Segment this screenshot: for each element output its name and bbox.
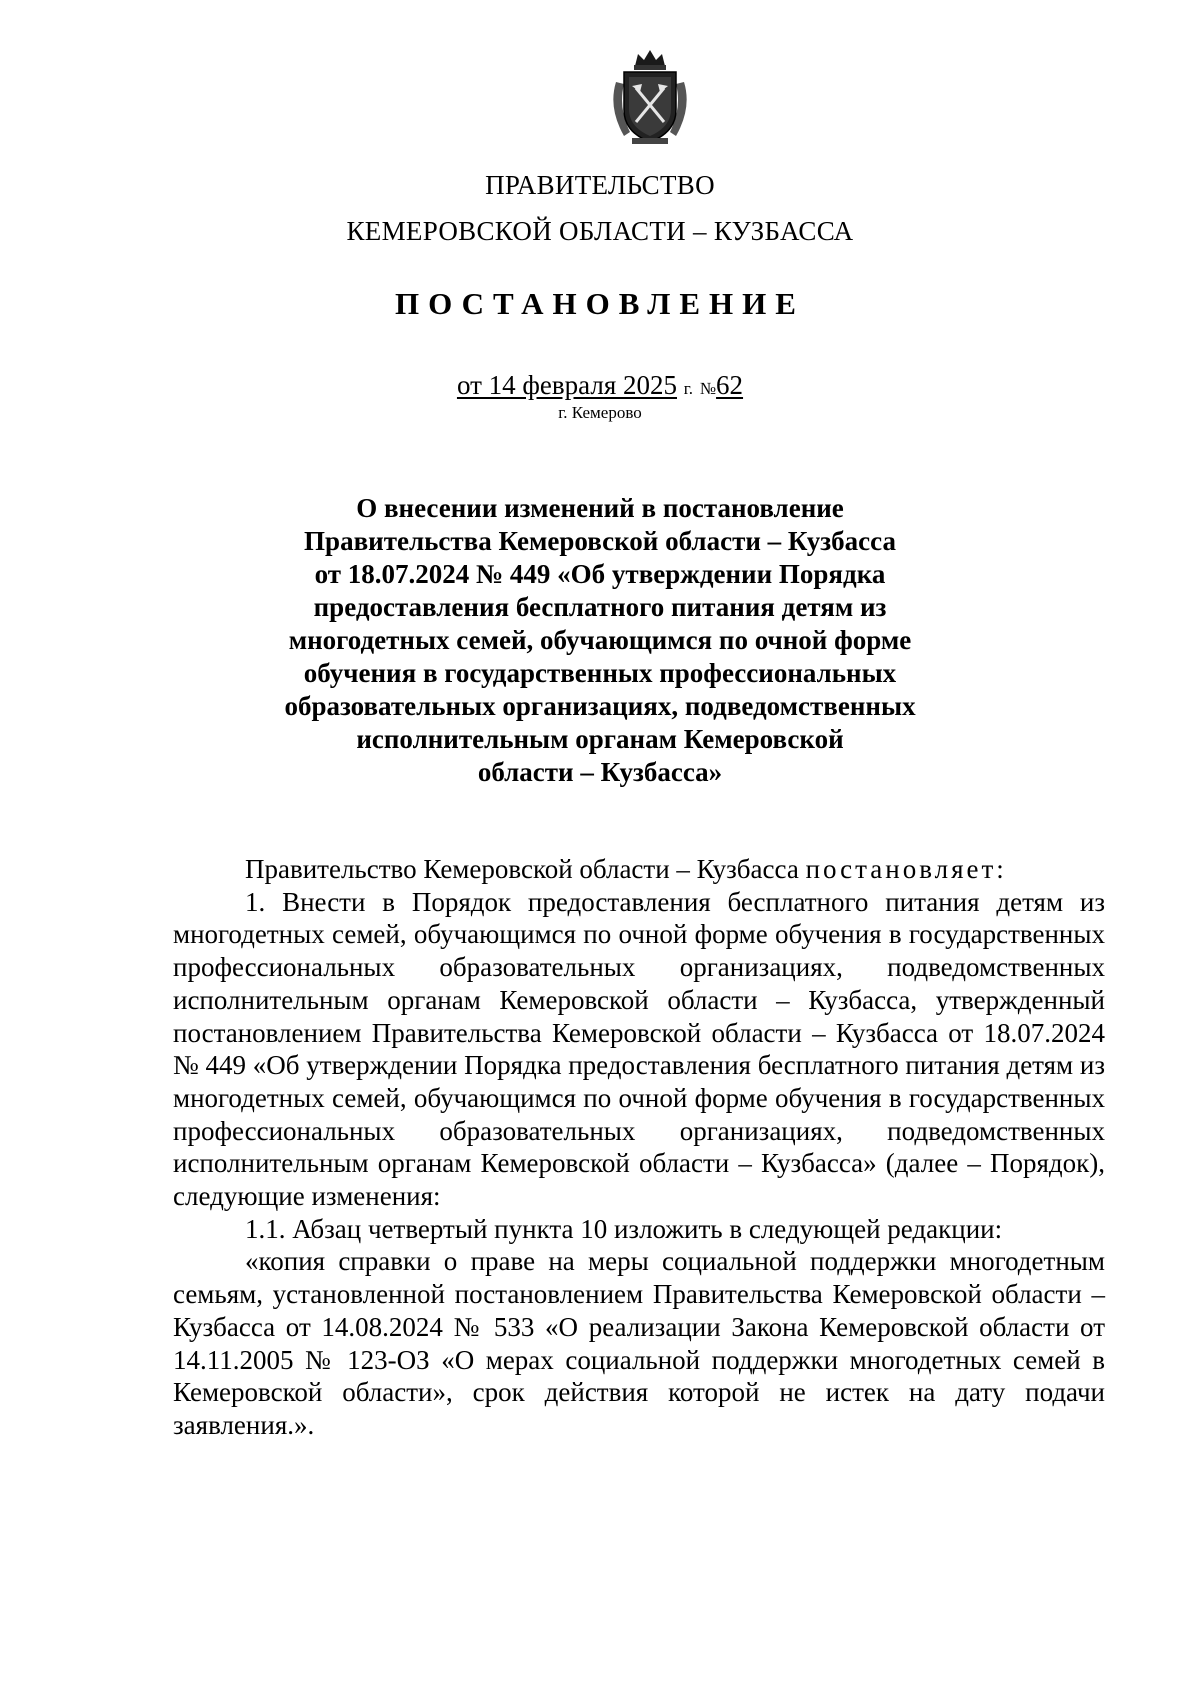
title-line: исполнительным органам Кемеровской	[356, 724, 844, 754]
document-type-heading: ПОСТАНОВЛЕНИЕ	[395, 286, 805, 321]
government-name-line1: ПРАВИТЕЛЬСТВО	[485, 170, 715, 200]
title-line: О внесении изменений в постановление	[356, 493, 844, 523]
preamble-text: Правительство Кемеровской области – Кузбасса	[245, 854, 799, 884]
document-title	[200, 492, 1000, 789]
document-date: от 14 февраля 2025	[456, 370, 677, 400]
government-name-line2: КЕМЕРОВСКОЙ ОБЛАСТИ – КУЗБАССА	[346, 216, 854, 246]
date-number-line	[0, 370, 1200, 401]
document-body	[173, 853, 1105, 1442]
document-place: г. Кемерово	[558, 403, 642, 422]
item-1-1-paragraph: 1.1. Абзац четвертый пункта 10 изложить в следующей редакции:	[245, 1213, 1003, 1244]
title-line: Правительства Кемеровской области – Кузбасса	[304, 526, 896, 556]
number-label: №	[699, 379, 717, 398]
title-line: многодетных семей, обучающимся по очной форме	[288, 625, 912, 655]
title-line: области – Кузбасса»	[477, 757, 723, 787]
title-line: предоставления бесплатного питания детям из	[313, 592, 887, 622]
coat-of-arms-emblem	[602, 48, 698, 148]
preamble-verb: постановляет:	[805, 854, 1007, 884]
preamble-paragraph	[173, 853, 1105, 886]
title-line: обучения в государственных профессиональных	[303, 658, 897, 688]
title-line: от 18.07.2024 № 449 «Об утверждении Порядка	[314, 559, 886, 589]
title-line: образовательных организациях, подведомственных	[284, 691, 916, 721]
item-1-paragraph: 1. Внести в Порядок предоставления бесплатного питания детям из многодетных семей, обучающимся по очной форме обучения в государственных профессиональных образовательных организациях, подведомственных исполнительным органам Кемеровской области – Кузбасса, утвержденный постановлением Правительства Кемеровской области – Кузбасса от 18.07.2024 № 449 «Об утверждении Порядка предоставления бесплатного питания детям из многодетных семей, обучающимся по очной форме обучения в государственных профессиональных образовательных организациях, подведомственных исполнительным органам Кемеровской области – Кузбасса» (далее – Порядок), следующие изменения:	[173, 886, 1105, 1212]
year-suffix: г.	[683, 379, 694, 398]
quoted-amendment-paragraph: «копия справки о праве на меры социальной поддержки многодетным семьям, установленной постановлением Правительства Кемеровской области – Кузбасса от 14.08.2024 № 533 «О реализации Закона Кемеровской области от 14.11.2005 № 123-ОЗ «О мерах социальной поддержки многодетных семей в Кемеровской области», срок действия которой не истек на дату подачи заявления.».	[173, 1246, 1105, 1440]
document-number: 62	[716, 370, 744, 400]
